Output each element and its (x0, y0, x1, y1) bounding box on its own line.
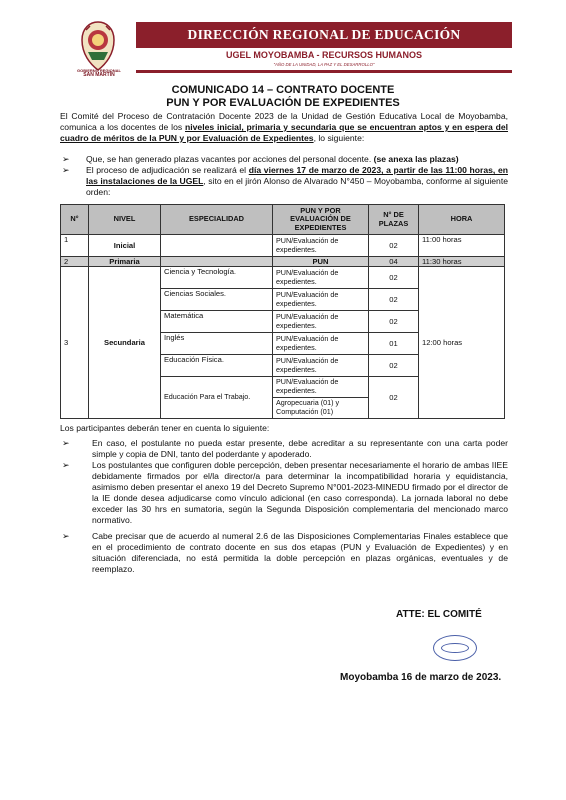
bullet-item-1: Que, se han generado plazas vacantes por acciones del personal docente. (se anexa las plazas) (86, 154, 459, 164)
condition-item-3: Cabe precisar que de acuerdo al numeral 2.6 de las Disposiciones Complementarias Finales establece que en el procedimiento de contrato docente en sus dos etapas (PUN y Evaluación de Expedientes) y en situación diferenciada, no está permitida la doble percepción en plazas orgánicas, eventuales y de reemplazo. (92, 531, 508, 574)
table-row: Agropecuaria (01) y Computación (01) (61, 398, 505, 419)
table-row: Inglés PUN/Evaluación de expedientes. 01 (61, 333, 505, 355)
table-header-row (61, 205, 505, 235)
table-row: Educación Para el Trabajo. PUN/Evaluación de expedientes. 02 (61, 377, 505, 398)
table-row: 1 Inicial PUN/Evaluación de expedientes. 02 11:00 horas (61, 235, 505, 257)
header-subtitle-band (136, 49, 512, 61)
participants-intro: Los participantes deberán tener en cuenta lo siguiente: (60, 423, 270, 433)
col-header-number: N° (61, 205, 89, 235)
arrow-bullet-icon: ➢ (62, 154, 70, 164)
arrow-bullet-icon: ➢ (62, 438, 70, 448)
col-header-evaluation: PUN Y POR EVALUACIÓN DE EXPEDIENTES (273, 205, 369, 235)
header-divider (136, 70, 512, 73)
bullet-item-2: El proceso de adjudicación se realizará el día viernes 17 de marzo de 2023, a partir de las 11:00 horas, en las instalaciones de la UGEL, sito en el jirón Alonso de Alvarado N°450 – Moyobamba, conforme al siguiente orden: (86, 165, 508, 197)
header-subtitle: UGEL MOYOBAMBA - RECURSOS HUMANOS (225, 50, 422, 60)
col-header-time: HORA (419, 205, 505, 235)
table-row: Matemática PUN/Evaluación de expedientes. 02 (61, 311, 505, 333)
logo-caption: GOBIERNO REGIONAL SAN MARTÍN (76, 68, 121, 78)
regional-government-logo (78, 20, 118, 72)
col-header-level: NIVEL (89, 205, 161, 235)
signature-committee: ATTE: EL COMITÉ (396, 609, 482, 620)
arrow-bullet-icon: ➢ (62, 165, 70, 175)
intro-paragraph: El Comité del Proceso de Contratación Docente 2023 de la Unidad de Gestión Educativa Local de Moyobamba, comunica a los docentes de los niveles inicial, primaria y secundaria que se encuentran aptos y en espera del cuadro de méritos de la PUN y por Evaluación de Expedientes, lo siguiente: (60, 111, 509, 143)
arrow-bullet-icon: ➢ (62, 531, 70, 541)
header-title: DIRECCIÓN REGIONAL DE EDUCACIÓN (187, 27, 461, 42)
arrow-bullet-icon: ➢ (62, 460, 70, 470)
document-title-line2: PUN Y POR EVALUACIÓN DE EXPEDIENTES (166, 97, 400, 109)
col-header-positions: N° DE PLAZAS (369, 205, 419, 235)
table-row: 2 Primaria PUN 04 11:30 horas (61, 257, 505, 267)
document-title-line1: COMUNICADO 14 – CONTRATO DOCENTE (171, 84, 395, 96)
table-row: 3 Secundaria Ciencia y Tecnología. PUN/Evaluación de expedientes. 02 12:00 horas (61, 267, 505, 289)
header-title-band (136, 22, 512, 48)
document-date: Moyobamba 16 de marzo de 2023. (340, 672, 502, 683)
table-row: Ciencias Sociales. PUN/Evaluación de expedientes. 02 (61, 289, 505, 311)
committee-stamp-inner (441, 643, 469, 653)
condition-item-2: Los postulantes que configuren doble percepción, deben presentar necesariamente el horario de ambas IIEE debidamente firmados por el/la director/a para determinar la incompatibilidad horaria y equidistancia, asimismo deben presentar el anexo 19 del Decreto Supremo N°001-2023-MINEDU firmado por el director de la IE donde desea adjudicarse como vínculo adicional (en caso corresponda). La jornada laboral no debe exceder las 30 hrs en sumatoria, según la Segunda Disposición complementaria del mencionado marco normativo. (92, 460, 508, 525)
positions-table (60, 204, 505, 419)
col-header-specialty: ESPECIALIDAD (161, 205, 273, 235)
table-row: Educación Física. PUN/Evaluación de expedientes. 02 (61, 355, 505, 377)
condition-item-1: En caso, el postulante no pueda estar presente, debe acreditar a su representante con una carta poder simple y copia de DNI, tanto del poderdante y apoderado. (92, 438, 508, 459)
header-motto: "AÑO DE LA UNIDAD, LA PAZ Y EL DESARROLLO" (273, 62, 375, 67)
